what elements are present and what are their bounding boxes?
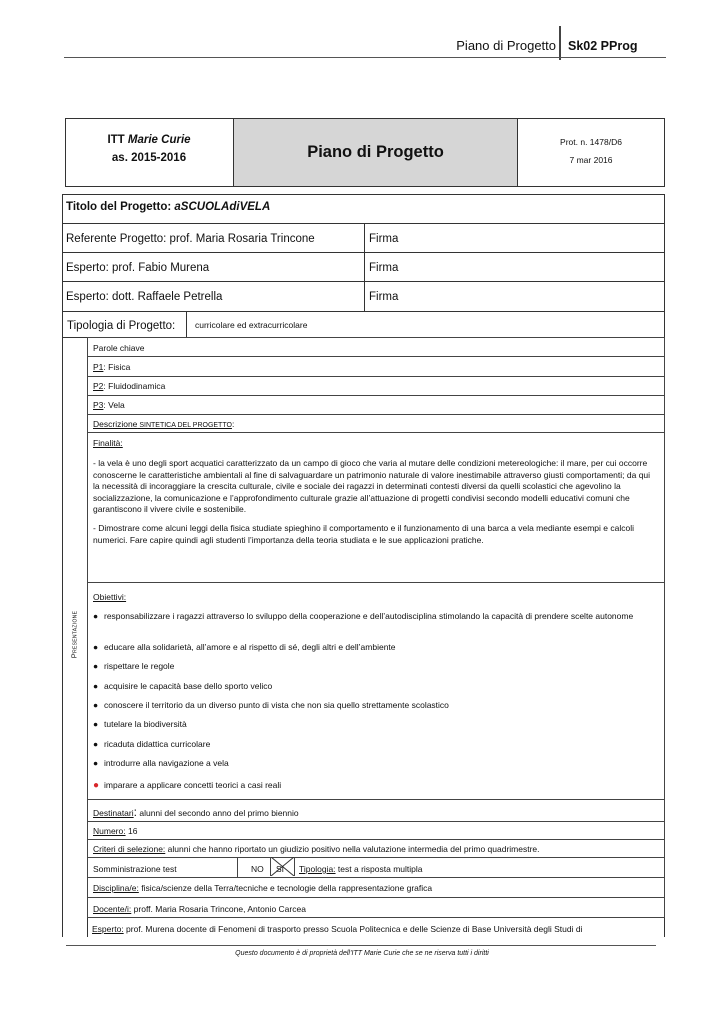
header-divider <box>559 26 561 60</box>
obiettivo-item <box>93 739 659 750</box>
school-prefix: ITT <box>107 134 128 146</box>
p3-value: Vela <box>108 400 125 410</box>
destinatari-label: Destinatari <box>93 808 134 818</box>
expert-2-label: Esperto: dott. Raffaele Petrella <box>66 291 223 303</box>
info-box <box>65 118 665 187</box>
expert-row-1 <box>62 252 665 282</box>
destinatari-value: alunni del secondo anno del primo biennio <box>139 808 299 818</box>
project-title-value: aSCUOLAdiVELA <box>174 201 271 213</box>
bullet-icon: ● <box>93 739 99 749</box>
p1-row: P1: Fisica <box>87 357 665 377</box>
disciplina-value: fisica/scienze della Terra/tecniche e tecnologie della rappresentazione grafica <box>141 883 433 893</box>
obiettivo-text: imparare a applicare concetti teorici a casi reali <box>104 780 282 790</box>
option-no: NO <box>251 864 264 874</box>
bullet-icon: ● <box>93 700 99 710</box>
numero-row <box>87 822 665 840</box>
criteri-value: alunni che hanno riportato un giudizio positivo nella valutazione intermedia del primo quadrimestre. <box>167 844 540 854</box>
presentazione-side-label: Presentazione <box>69 610 79 659</box>
p3-label: P3 <box>93 400 104 410</box>
project-title-row <box>62 194 665 224</box>
obiettivo-text: responsabilizzare i ragazzi attraverso lo sviluppo della cooperazione e dell’autodisciplina stimolando la capacità di prendere scelte autonome <box>104 611 634 621</box>
p1-value: Fisica <box>108 362 131 372</box>
bullet-icon: ● <box>93 719 99 729</box>
row-divider <box>364 224 365 252</box>
obiettivo-item <box>93 642 659 653</box>
doc-title-block <box>233 119 518 186</box>
finalita-label: Finalità: <box>93 438 123 448</box>
obiettivo-text: conoscere il territorio da un diverso punto di vista che non sia quello strettamente scolastico <box>104 700 449 710</box>
obiettivo-item <box>93 700 659 711</box>
header-rule <box>64 57 666 58</box>
doc-title: Piano di Progetto <box>307 143 444 161</box>
docenti-row <box>87 898 665 918</box>
somministrazione-row <box>87 858 665 878</box>
rule <box>62 337 63 937</box>
tipologia-label: Tipologia di Progetto: <box>67 320 176 332</box>
footer-note: Questo documento è di proprietà dell’ITT Marie Curie che se ne riserva tutti i diritti <box>235 950 489 957</box>
obiettivo-text: educare alla solidarietà, all’amore e al rispetto di sé, degli altri e dell’ambiente <box>104 642 396 652</box>
protocol-number: Prot. n. 1478/D6 <box>560 137 622 147</box>
protocol-block <box>518 119 664 186</box>
finalita-paragraph-1: - la vela è uno degli sport acquatici caratterizzato da un campo di gioco che varia al mutare delle condizioni metereologiche: il mare, per cui occorre conoscerne le caratteristiche ambientali al fine di salvaguardare un patrimonio naturale di valore inestimabile attraverso giusti comportamenti; da qui la necessità di incoraggiare la crescita culturale, civile e sociale dei ragazzi in determinati contesti diversi da quelli scolastici che agevolino la socializzazione, la comunicazione e l’approfondimento culturale grazie all’attuazione di progetti condivisi secondo modelli educativi comuni che garantiscono il vivere civile e sostenibile. <box>93 458 651 514</box>
obiettivo-text: acquisire le capacità base dello sporto velico <box>104 681 273 691</box>
parole-chiave-row <box>87 337 665 357</box>
p2-label: P2 <box>93 381 104 391</box>
red-bullet-icon: ● <box>93 780 100 791</box>
rule <box>186 312 187 338</box>
obiettivo-text: introdurre alla navigazione a vela <box>104 758 229 768</box>
obiettivo-text: rispettare le regole <box>104 661 175 671</box>
tipologia-value: curricolare ed extracurricolare <box>195 320 308 330</box>
finalita-paragraph-2: - Dimostrare come alcuni leggi della fisica studiate spieghino il comportamento e il funzionamento di una barca a vela mediante esempi e calcoli numerici. Fare capire quindi agli studenti l’importanza della teoria studiata e le sue applicazioni pratiche. <box>93 523 634 545</box>
numero-label: Numero: <box>93 826 126 836</box>
header-title: Piano di Progetto <box>456 38 556 53</box>
referent-label: Referente Progetto: prof. Maria Rosaria Trincone <box>66 233 315 245</box>
row-divider <box>364 282 365 311</box>
rule <box>62 337 87 338</box>
tipologia-test-label: Tipologia: <box>299 864 336 874</box>
p1-label: P1 <box>93 362 104 372</box>
criteri-label: Criteri di selezione: <box>93 844 166 854</box>
destinatari-row: Destinatari: alunni del secondo anno del primo biennio <box>87 800 665 822</box>
descrizione-row: Descrizione SINTETICA DEL PROGETTO: <box>87 415 665 433</box>
school-year: as. 2015-2016 <box>111 152 187 164</box>
parole-chiave-label: Parole chiave <box>93 343 145 353</box>
esperto-row <box>87 918 664 937</box>
school-name: Marie Curie <box>127 134 191 146</box>
expert-row-2 <box>62 281 665 312</box>
rule <box>237 857 238 877</box>
descrizione-label: Descrizione <box>93 419 138 429</box>
referent-row <box>62 223 665 253</box>
disciplina-row <box>87 878 665 898</box>
obiettivo-item <box>93 681 659 692</box>
bullet-icon: ● <box>93 642 99 652</box>
protocol-date: 7 mar 2016 <box>569 155 613 165</box>
expert-2-sign: Firma <box>369 291 399 303</box>
obiettivi-label: Obiettivi: <box>93 592 127 602</box>
obiettivo-item <box>93 719 659 730</box>
referent-sign: Firma <box>369 233 399 245</box>
esperto-label: Esperto: <box>92 924 124 934</box>
bullet-icon: ● <box>93 681 99 691</box>
obiettivo-item <box>93 661 659 672</box>
criteri-row <box>87 840 665 858</box>
tipologia-test-value: test a risposta multipla <box>337 864 423 874</box>
disciplina-label: Disciplina/e: <box>93 883 139 893</box>
docenti-label: Docente/i: <box>93 904 132 914</box>
obiettivo-item <box>93 758 659 769</box>
p3-row: P3: Vela <box>87 396 665 415</box>
p2-value: Fluidodinamica <box>108 381 166 391</box>
header-code: Sk02 PProg <box>568 39 638 53</box>
bullet-icon: ● <box>93 661 99 671</box>
expert-1-label: Esperto: prof. Fabio Murena <box>66 262 210 274</box>
expert-1-sign: Firma <box>369 262 399 274</box>
project-title-label: Titolo del Progetto: <box>66 201 175 213</box>
footer-rule <box>66 945 656 946</box>
school-block <box>66 119 232 186</box>
bullet-icon: ● <box>93 611 99 621</box>
esperto-value: prof. Murena docente di Fenomeni di trasporto presso Scuola Politecnica e delle Scienze di Base Università degli Studi di <box>126 924 583 934</box>
row-divider <box>364 253 365 281</box>
option-si-cell <box>270 857 295 876</box>
rule <box>62 311 665 312</box>
p2-row: P2: Fluidodinamica <box>87 377 665 396</box>
obiettivo-item <box>93 611 659 622</box>
bullet-icon: ● <box>93 758 99 768</box>
obiettivo-item <box>93 780 659 791</box>
somministrazione-label: Somministrazione test <box>93 864 177 874</box>
obiettivo-text: tutelare la biodiversità <box>104 719 187 729</box>
descrizione-sub: SINTETICA DEL PROGETTO <box>137 422 232 429</box>
docenti-value: proff. Maria Rosaria Trincone, Antonio Carcea <box>133 904 306 914</box>
obiettivo-text: ricaduta didattica curricolare <box>104 739 211 749</box>
numero-value: 16 <box>127 826 138 836</box>
option-si: SI <box>276 864 285 874</box>
